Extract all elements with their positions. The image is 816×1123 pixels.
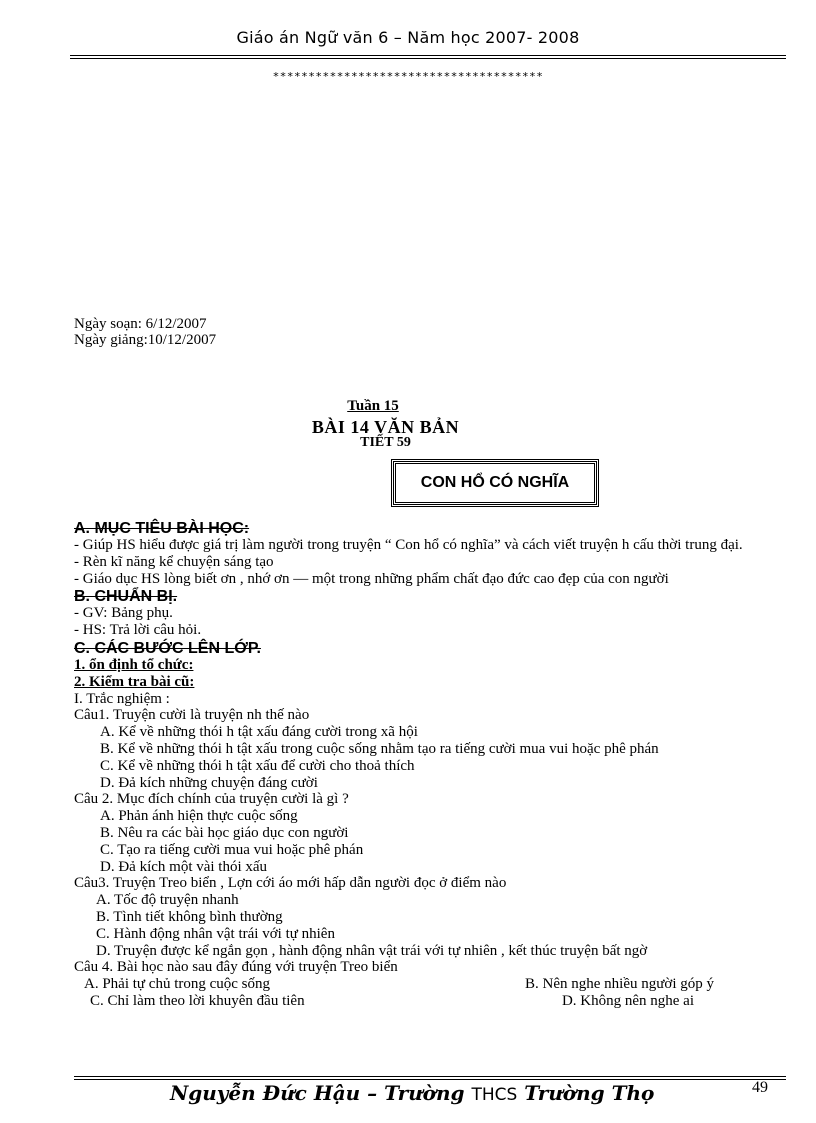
section-a-item-2: - Rèn kĩ năng kể chuyện sáng tạo (74, 553, 274, 570)
decorative-stars: ************************************** (272, 70, 544, 83)
week-text: Tuần 15 (347, 398, 399, 414)
q2-option-b: B. Nêu ra các bài học giáo dục con người (100, 824, 349, 841)
lesson-title-box: CON HỔ CÓ NGHĨA (393, 461, 597, 505)
q4-row-2 (74, 993, 774, 1010)
q3-option-b: B. Tình tiết không bình thường (96, 908, 283, 925)
footer-author-name: Nguyễn Đức Hậu – Trường (170, 1081, 465, 1105)
q1-option-b: B. Kể về những thói h tật xấu trong cuộc sống nhằm tạo ra tiếng cười mua vui hoặc phê phán (100, 740, 659, 757)
unit-text: BÀI 14 VĂN BẢN (311, 417, 460, 437)
section-b-item-2: - HS: Trả lời câu hỏi. (74, 622, 202, 639)
period-text: TIẾT 59 (360, 435, 411, 450)
footer-school: THCS (471, 1085, 518, 1105)
q2-option-d: D. Đả kích một vài thói xấu (100, 858, 268, 875)
question-1: Câu1. Truyện cười là truyện nh thế nào (74, 707, 310, 724)
q1-option-d: D. Đả kích những chuyện đáng cười (100, 774, 318, 791)
footer-rule-bottom (74, 1079, 786, 1080)
week-label (0, 398, 816, 415)
q3-option-c: C. Hành động nhân vật trái với tự nhiên (96, 925, 335, 942)
date-taught: Ngày giảng:10/12/2007 (74, 332, 217, 348)
q4-option-b: B. Nên nghe nhiều người góp ý (525, 976, 714, 993)
page-header-title: Giáo án Ngữ văn 6 – Năm học 2007- 2008 (236, 28, 580, 47)
section-b-item-1: - GV: Bảng phụ. (74, 605, 173, 622)
footer-author (170, 1081, 654, 1105)
section-a-item-1: - Giúp HS hiểu được giá trị làm người trong truyện “ Con hổ có nghĩa” và cách viết truyện h cấu thời trung đại. (74, 537, 743, 553)
q4-option-c: C. Chỉ làm theo lời khuyên đầu tiên (90, 992, 305, 1009)
q4-row-1 (74, 976, 774, 993)
q2-option-a: A. Phản ánh hiện thực cuộc sống (100, 808, 298, 825)
q4-option-a: A. Phải tự chủ trong cuộc sống (84, 976, 271, 993)
question-3: Câu3. Truyện Treo biển , Lợn cới áo mới hấp dẫn người đọc ở điểm nào (74, 875, 507, 892)
date-prepared: Ngày soạn: 6/12/2007 (74, 316, 207, 332)
lesson-content (74, 519, 774, 1010)
q1-option-a: A. Kể về những thói h tật xấu đáng cười trong xã hội (100, 724, 418, 741)
lesson-period (0, 435, 816, 451)
footer-rule-top (74, 1076, 786, 1077)
quiz-label: I. Trắc nghiệm : (74, 690, 170, 707)
header-rule-top (70, 55, 786, 56)
question-4: Câu 4. Bài học nào sau đây đúng với truyện Treo biển (74, 959, 398, 976)
section-c-heading: C. CÁC BƯỚC LÊN LỚP. (74, 639, 261, 657)
header-rule-bottom (70, 58, 786, 59)
section-a-item-3: - Giáo dục HS lòng biết ơn , nhớ ơn — một trong những phẩm chất đạo đức cao đẹp của con người (74, 570, 669, 587)
section-a-heading: A. MỤC TIÊU BÀI HỌC: (74, 520, 250, 537)
q3-option-d: D. Truyện được kể ngắn gọn , hành động nhân vật trái với tự nhiên , kết thúc truyện bất ngờ (96, 942, 648, 959)
step-1: 1. ổn định tổ chức: (74, 656, 194, 673)
footer-place: Trường Thọ (524, 1081, 655, 1105)
section-b-heading: B. CHUẨN BỊ. (74, 588, 178, 606)
page-number: 49 (752, 1079, 768, 1096)
step-2: 2. Kiểm tra bài cũ: (74, 673, 195, 690)
question-2: Câu 2. Mục đích chính của truyện cười là gì ? (74, 791, 349, 808)
q2-option-c: C. Tạo ra tiếng cười mua vui hoặc phê phán (100, 841, 364, 858)
q4-option-d: D. Không nên nghe ai (561, 992, 694, 1009)
dates-block (74, 316, 216, 348)
q1-option-c: C. Kể về những thói h tật xấu để cười cho thoả thích (100, 757, 415, 774)
q3-option-a: A. Tốc độ truyện nhanh (96, 892, 239, 909)
